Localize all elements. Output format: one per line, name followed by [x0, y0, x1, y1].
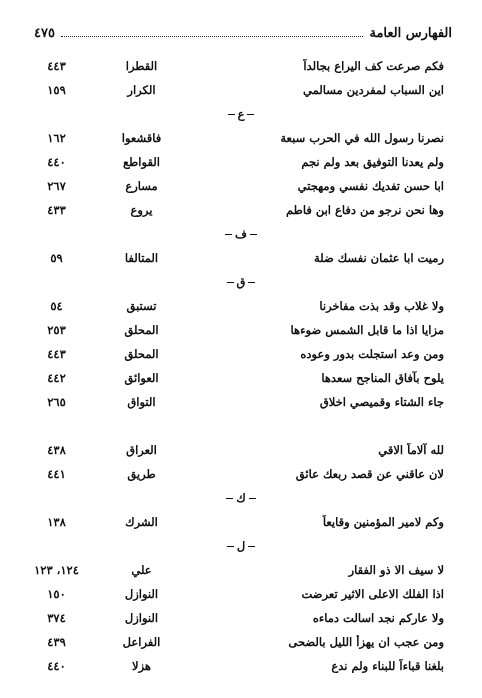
page-reference: ٤٤٣ [47, 347, 66, 361]
index-entry [0, 198, 482, 222]
verse-opening: بلغنا قباءاً للبناء ولم ندع [331, 659, 444, 673]
section-letter: ف [235, 227, 247, 241]
verse-opening: اين السباب لمفردين مسالمي [303, 83, 444, 97]
index-list [0, 54, 482, 678]
rhyme-word: هزلا [132, 659, 151, 673]
rhyme-word: يروع [130, 203, 153, 217]
page-reference: ١٥٠ [47, 587, 66, 601]
verse-opening: رميت ابا عثمان نفسك ضلة [313, 251, 444, 265]
index-entry [0, 174, 482, 198]
index-entry [0, 294, 482, 318]
page-reference: ٤٣٨ [47, 443, 66, 457]
dash [248, 282, 255, 283]
page-reference: ٤٣٩ [47, 635, 66, 649]
page-reference: ٤٤٠ [47, 155, 66, 169]
page-reference: ١٢٤، ١٢٣ [34, 563, 79, 577]
page-reference: ٥٤ [50, 299, 63, 313]
verse-opening: ابا حسن تفديك نفسي ومهجتي [297, 179, 444, 193]
verse-opening: ولا عاركم نجد اسالت دماءه [312, 611, 444, 625]
section-letter: ق [236, 275, 246, 289]
dash [226, 498, 233, 499]
rhyme-word: مسارع [125, 179, 158, 193]
rhyme-word: تستبق [126, 299, 157, 313]
verse-opening: مزايا اذا ما قابل الشمس ضوءها [290, 323, 444, 337]
page-reference: ٤٤٣ [47, 59, 66, 73]
page-reference: ٤٣٣ [47, 203, 66, 217]
dash [227, 546, 234, 547]
running-header [34, 24, 452, 42]
dash [247, 114, 254, 115]
section-heading [0, 102, 482, 126]
page-reference: ١٦٢ [47, 131, 66, 145]
index-entry [0, 126, 482, 150]
page-reference: ٥٩ [50, 251, 63, 265]
index-entry [0, 510, 482, 534]
index-entry [0, 78, 482, 102]
rhyme-word: المحلق [124, 323, 159, 337]
section-heading [0, 222, 482, 246]
rhyme-word: الشرك [125, 515, 158, 529]
rhyme-word: التواق [127, 395, 156, 409]
section-letter: ك [236, 491, 246, 505]
section-heading [0, 270, 482, 294]
rhyme-word: فاقشعوا [121, 131, 162, 145]
verse-opening: لان عاقني عن قصد ربعك عائق [295, 467, 444, 481]
index-entry [0, 246, 482, 270]
rhyme-word: الكرار [127, 83, 156, 97]
rhyme-word: علي [131, 563, 152, 577]
verse-opening: ومن عجب ان يهزأ الليل بالضحى [288, 635, 444, 649]
verse-opening: ولم يعدنا التوفيق بعد ولم نجم [301, 155, 444, 169]
verse-opening: يلوح بآفاق المناجح سعدها [321, 371, 444, 385]
page-reference: ٢٦٧ [47, 179, 66, 193]
section-heading [0, 534, 482, 558]
rhyme-word: العراق [126, 443, 157, 457]
index-entry [0, 462, 482, 486]
page-number: ٤٧٥ [34, 25, 55, 41]
index-entry [0, 582, 482, 606]
verse-opening: ومن وعد استجلت بدور وعوده [300, 347, 444, 361]
index-entry [0, 630, 482, 654]
verse-opening: فكم صرعت كف اليراع بجالداً [303, 59, 444, 73]
dash [250, 234, 257, 235]
dotted-leader [61, 36, 364, 37]
rhyme-word: النوازل [124, 611, 159, 625]
verse-opening: نصرنا رسول الله في الحرب سبعة [280, 131, 444, 145]
index-entry [0, 150, 482, 174]
rhyme-word: العوائق [124, 371, 159, 385]
section-letter: ل [236, 539, 246, 553]
rhyme-word: القواطع [123, 155, 160, 169]
verse-opening: لله آلاماً الاقي [378, 443, 444, 457]
rhyme-word: طريق [127, 467, 156, 481]
verse-opening: اذا الفلك الاعلى الاثير تعرضت [301, 587, 444, 601]
section-heading [0, 486, 482, 510]
dash [227, 282, 234, 283]
section-letter: ع [237, 107, 245, 121]
dash [249, 498, 256, 499]
index-entry [0, 54, 482, 78]
index-entry [0, 654, 482, 678]
page-reference: ٣٧٤ [47, 611, 66, 625]
page-reference: ٤٤٢ [47, 371, 66, 385]
rhyme-word: القطرا [125, 59, 158, 73]
index-entry [0, 438, 482, 462]
page-reference: ٢٦٥ [47, 395, 66, 409]
page-reference: ٤٤١ [47, 467, 66, 481]
page-reference: ٢٥٣ [47, 323, 66, 337]
index-entry [0, 318, 482, 342]
page-reference: ١٥٩ [47, 83, 66, 97]
spacer [0, 414, 482, 438]
index-entry [0, 390, 482, 414]
rhyme-word: النوازل [124, 587, 159, 601]
rhyme-word: المتالفا [124, 251, 159, 265]
dash [248, 546, 255, 547]
page-reference: ١٣٨ [47, 515, 66, 529]
verse-opening: وها نحن نرجو من دفاع ابن فاطم [286, 203, 444, 217]
verse-opening: ولا غلاب وقد بذت مفاخرنا [319, 299, 444, 313]
verse-opening: لا سيف الا ذو الفقار [348, 563, 444, 577]
verse-opening: جاء الشتاء وقميصي اخلاق [319, 395, 444, 409]
index-entry [0, 342, 482, 366]
page-reference: ٤٤٠ [47, 659, 66, 673]
index-entry [0, 558, 482, 582]
verse-opening: وكم لامير المؤمنين وقايعاً [322, 515, 444, 529]
dash [228, 114, 235, 115]
rhyme-word: الفراعل [122, 635, 161, 649]
dash [225, 234, 232, 235]
index-entry [0, 606, 482, 630]
rhyme-word: المحلق [124, 347, 159, 361]
header-title: الفهارس العامة [369, 25, 452, 41]
index-entry [0, 366, 482, 390]
